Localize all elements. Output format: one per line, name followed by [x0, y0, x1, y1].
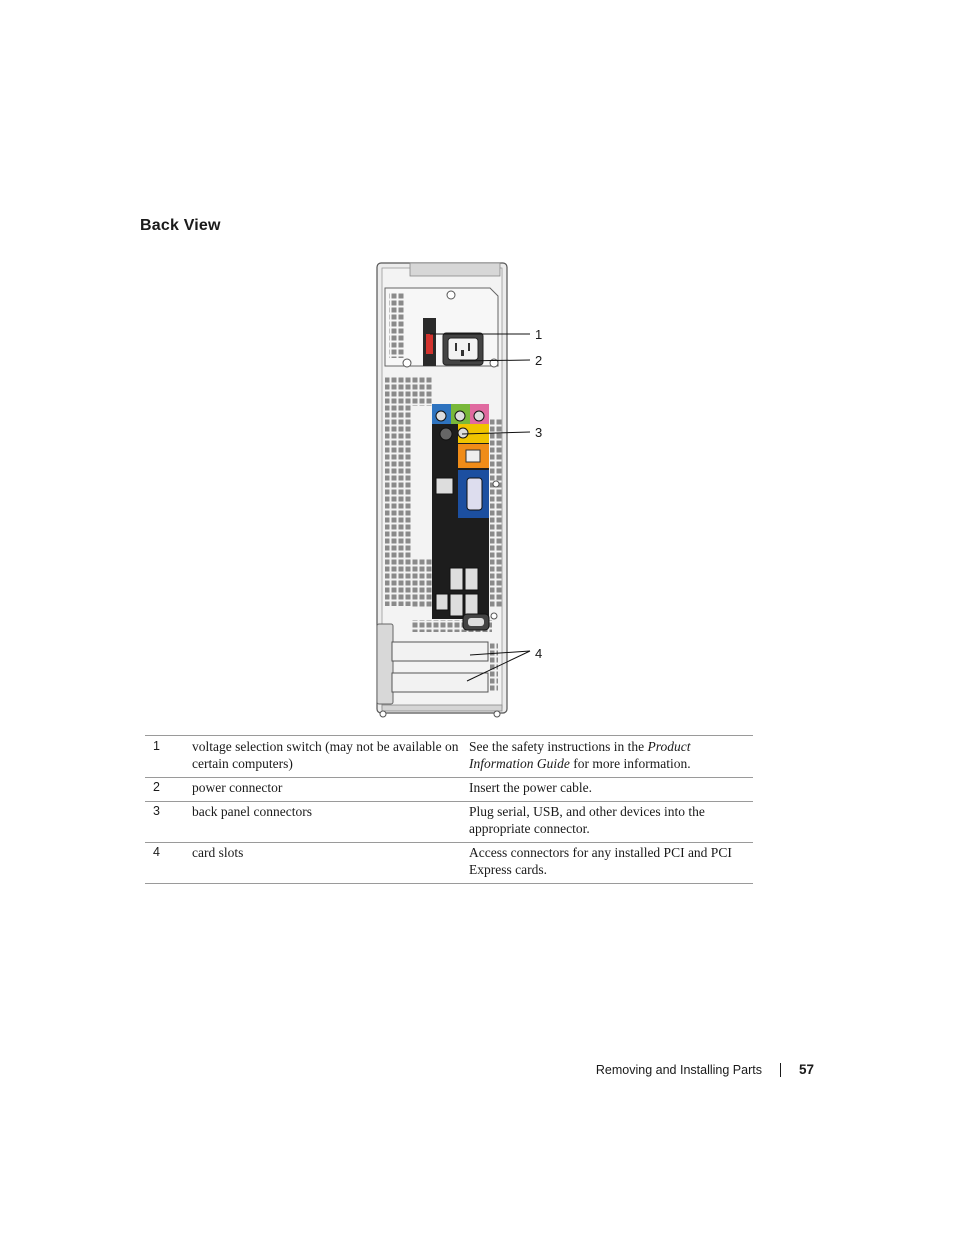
table-row — [145, 802, 753, 843]
guide-title: Product Information Guide — [469, 739, 691, 771]
power-connector — [448, 338, 478, 360]
part-description: Access connectors for any installed PCI and PCI Express cards. — [469, 843, 753, 884]
page-number: 57 — [798, 1062, 814, 1077]
callout-2: 2 — [535, 353, 543, 368]
back-view-figure — [370, 258, 560, 720]
power-supply — [385, 288, 498, 367]
page-footer — [596, 1062, 814, 1077]
table-row — [145, 736, 753, 778]
footer-divider — [780, 1063, 781, 1077]
part-name: voltage selection switch (may not be available on certain computers) — [192, 736, 469, 778]
part-description — [469, 736, 753, 778]
computer-back-panel-illustration — [370, 258, 560, 720]
description-text: See the safety instructions in the — [469, 739, 648, 754]
row-number: 2 — [145, 778, 192, 802]
callout-3: 3 — [535, 425, 543, 440]
part-description: Plug serial, USB, and other devices into the appropriate connector. — [469, 802, 753, 843]
callout-1: 1 — [535, 327, 543, 342]
chapter-title: Removing and Installing Parts — [595, 1062, 762, 1077]
parts-table — [145, 735, 753, 884]
row-number: 3 — [145, 802, 192, 843]
row-number: 4 — [145, 843, 192, 884]
back-panel-connectors — [432, 404, 489, 630]
callout-4: 4 — [535, 646, 543, 661]
section-title: Back View — [140, 217, 221, 234]
row-number: 1 — [145, 736, 192, 778]
part-description: Insert the power cable. — [469, 778, 753, 802]
table-row — [145, 843, 753, 884]
part-name: back panel connectors — [192, 802, 469, 843]
voltage-switch — [426, 334, 433, 354]
description-text: for more information. — [569, 756, 691, 771]
part-name: power connector — [192, 778, 469, 802]
table-row — [145, 778, 753, 802]
side-vent — [385, 376, 412, 606]
part-name: card slots — [192, 843, 469, 884]
